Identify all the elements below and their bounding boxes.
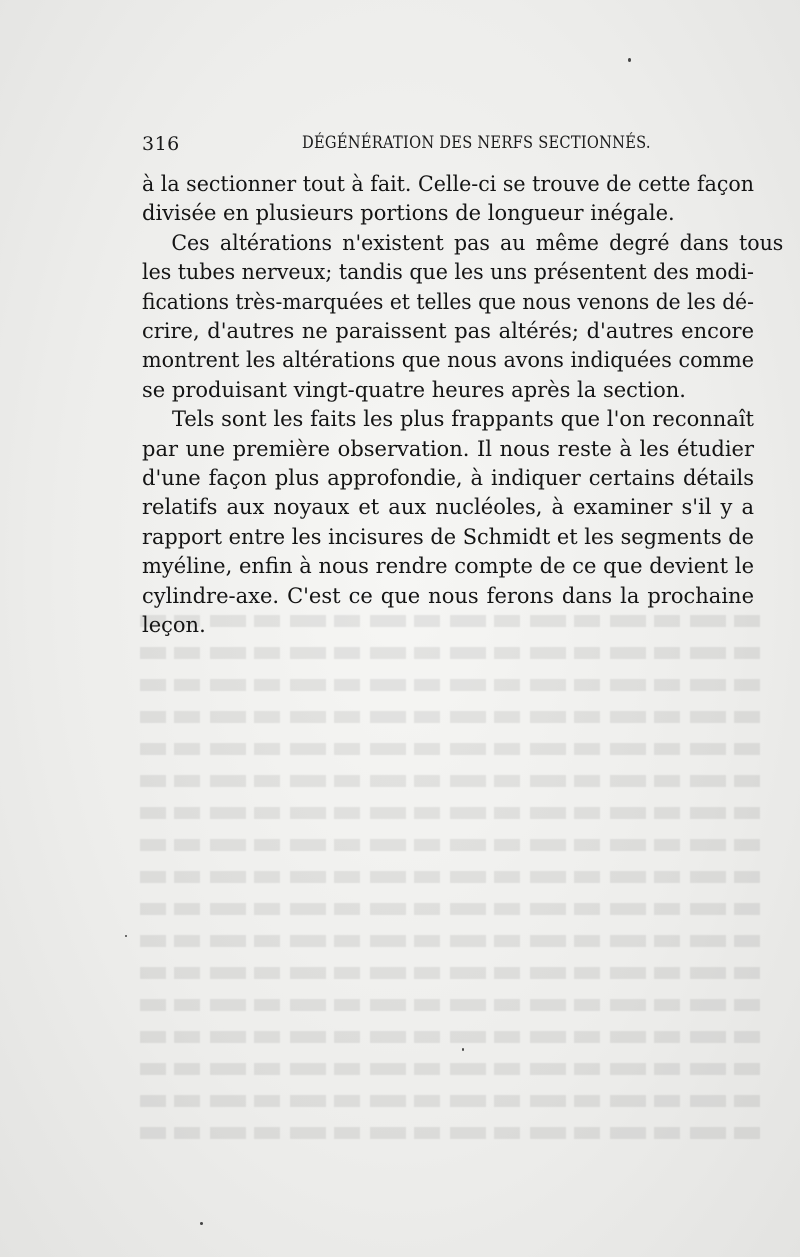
- paper-speck: [462, 1048, 464, 1051]
- text-line: par une première observation. Il nous reste à les étudier: [142, 436, 754, 461]
- paragraph-3: [142, 405, 754, 640]
- paper-speck: [628, 58, 631, 62]
- text-line: les tubes nerveux; tandis que les uns présentent des modi-: [142, 260, 754, 285]
- paper-speck: [200, 1222, 203, 1225]
- page-number: 316: [142, 133, 180, 155]
- text-line: rapport entre les incisures de Schmidt et les segments de: [142, 524, 755, 549]
- text-line: relatifs aux noyaux et aux nucléoles, à examiner s'il y a: [142, 495, 754, 520]
- running-head: DÉGÉNÉRATION DES NERFS SECTIONNÉS.: [302, 133, 651, 153]
- paragraph-2: [142, 229, 784, 405]
- body-text: [142, 170, 784, 641]
- text-line: se produisant vingt-quatre heures après la section.: [142, 377, 686, 402]
- text-line: cylindre-axe. C'est ce que nous ferons dans la prochaine: [142, 583, 754, 608]
- text-line: leçon.: [142, 613, 206, 638]
- text-line: crire, d'autres ne paraissent pas altérés; d'autres encore: [142, 319, 754, 344]
- bleed-through: [140, 615, 760, 1175]
- paragraph-1: [142, 170, 754, 229]
- page-header: [142, 133, 754, 163]
- text-line: Ces altérations n'existent pas au même degré dans tous: [171, 230, 784, 255]
- text-line: Tels sont les faits les plus frappants que l'on reconnaît: [172, 407, 754, 432]
- text-line: fications très-marquées et telles que nous venons de les dé-: [142, 289, 754, 314]
- text-line: divisée en plusieurs portions de longueur inégale.: [142, 201, 675, 226]
- paper-speck: [125, 935, 127, 937]
- text-line: à la sectionner tout à fait. Celle-ci se trouve de cette façon: [142, 172, 755, 196]
- text-line: d'une façon plus approfondie, à indiquer certains détails: [142, 466, 754, 491]
- text-line: myéline, enfin à nous rendre compte de ce que devient le: [142, 554, 754, 579]
- text-line: montrent les altérations que nous avons indiquées comme: [142, 348, 755, 373]
